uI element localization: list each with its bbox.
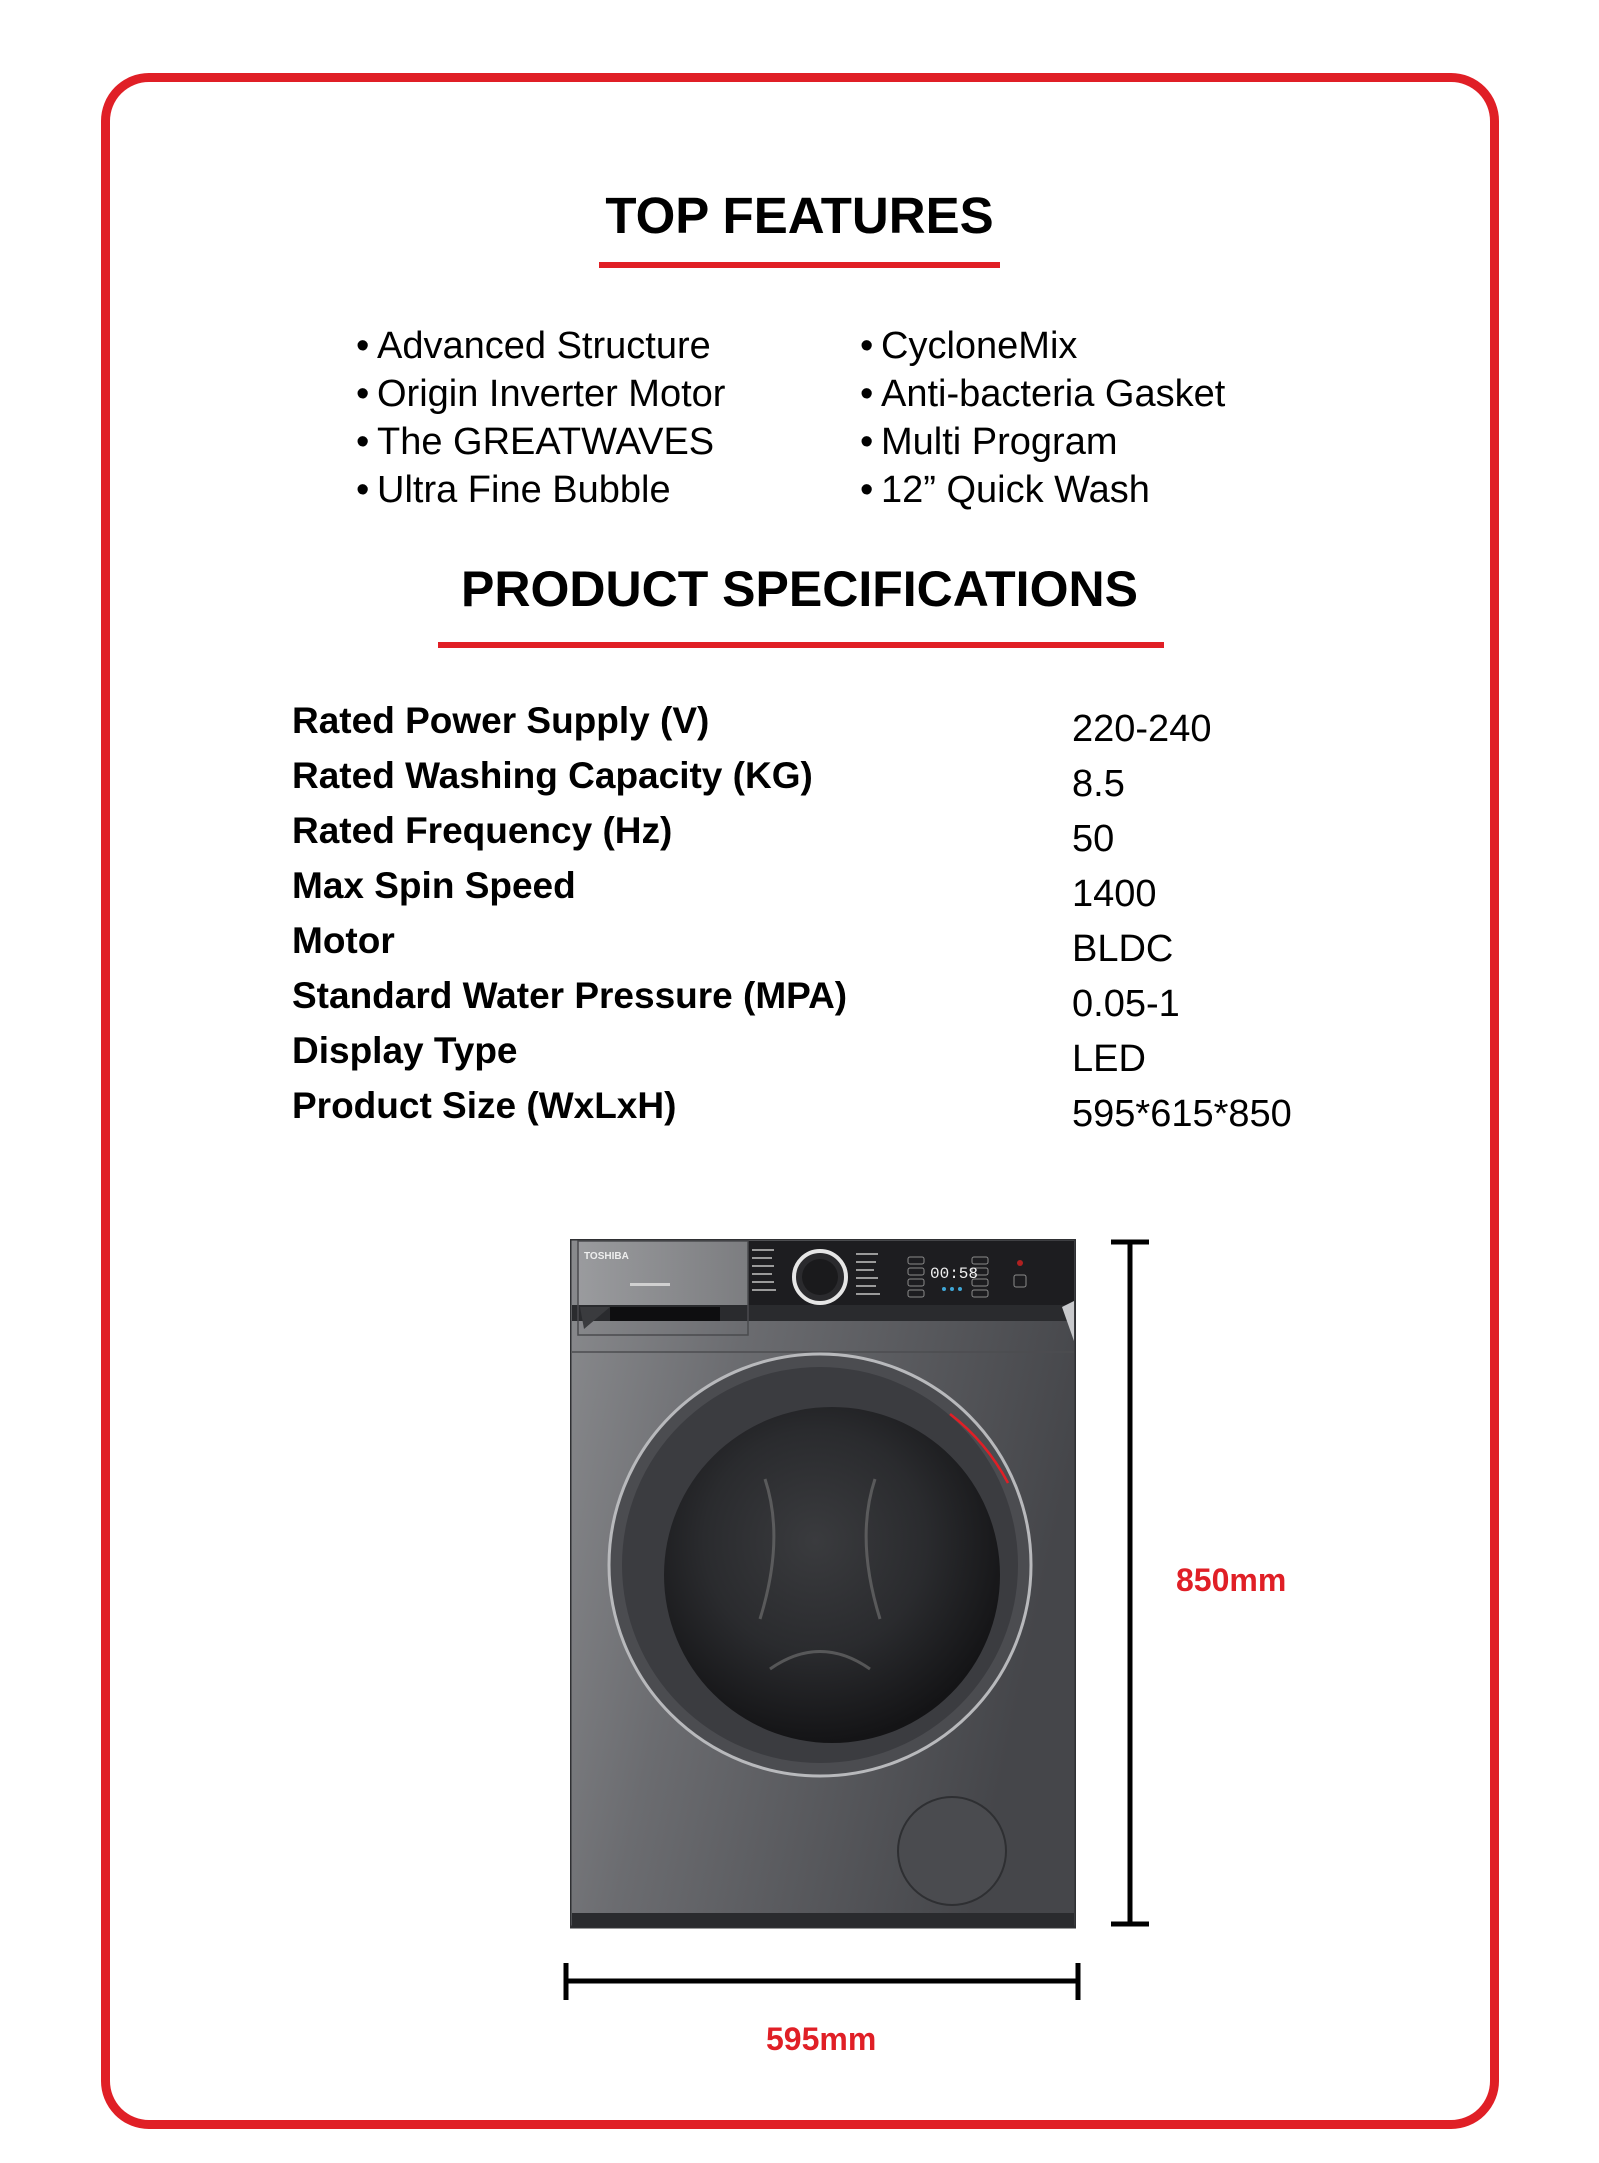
bullet-icon: • (356, 373, 370, 415)
width-label: 595mm (766, 2021, 877, 2057)
bullet-icon: • (860, 373, 874, 415)
width-dimension-line (560, 1960, 1084, 2004)
spec-label: Product Size (WxLxH) (292, 1085, 677, 1126)
bullet-icon: • (356, 469, 370, 511)
spec-row (292, 920, 1342, 975)
spec-row (292, 810, 1342, 865)
brand-logo: TOSHIBA (584, 1251, 629, 1262)
bullet-icon: • (356, 325, 370, 367)
machine-base (572, 1913, 1074, 1927)
specifications-table (292, 700, 1342, 1140)
spec-label: Display Type (292, 1030, 518, 1071)
spec-row (292, 865, 1342, 920)
feature-text: Ultra Fine Bubble (377, 469, 671, 511)
spec-value: 0.05-1 (1072, 983, 1180, 1025)
feature-text: CycloneMix (881, 325, 1078, 367)
spec-row (292, 1030, 1342, 1085)
spec-value: 50 (1072, 818, 1115, 860)
spec-row (292, 975, 1342, 1030)
spec-label: Rated Washing Capacity (KG) (292, 755, 813, 796)
spec-value: 1400 (1072, 873, 1157, 915)
feature-text: The GREATWAVES (377, 421, 715, 463)
bullet-icon: • (356, 421, 370, 463)
spec-row (292, 700, 1342, 755)
door-glass (664, 1407, 1000, 1743)
spec-label: Max Spin Speed (292, 865, 576, 906)
product-specifications-title: PRODUCT SPECIFICATIONS (461, 561, 1138, 617)
height-label: 850mm (1176, 1562, 1287, 1598)
feature-text: Anti-bacteria Gasket (881, 373, 1226, 415)
spec-value: 220-240 (1072, 708, 1212, 750)
spec-label: Motor (292, 920, 395, 961)
spec-value: 595*615*850 (1072, 1093, 1292, 1135)
top-features-underline (599, 262, 1000, 268)
spec-value: 8.5 (1072, 763, 1125, 805)
spec-label: Standard Water Pressure (MPA) (292, 975, 848, 1016)
control-panel (740, 1241, 1074, 1305)
spec-label: Rated Power Supply (V) (292, 700, 710, 741)
spec-label: Rated Frequency (Hz) (292, 810, 673, 851)
bullet-icon: • (860, 325, 874, 367)
height-dimension-line (1105, 1236, 1155, 1930)
feature-text: Origin Inverter Motor (377, 373, 726, 415)
top-features-title: TOP FEATURES (605, 187, 994, 244)
filter-cover (898, 1797, 1006, 1905)
spec-value: LED (1072, 1038, 1146, 1080)
bullet-icon: • (860, 421, 874, 463)
spec-value: BLDC (1072, 928, 1174, 970)
product-specifications-underline (438, 642, 1164, 648)
feature-text: 12” Quick Wash (881, 469, 1150, 511)
spec-row (292, 755, 1342, 810)
washing-machine-image (570, 1239, 1076, 1929)
spec-row (292, 1085, 1342, 1140)
display-time: 00:58 (930, 1265, 979, 1283)
feature-text: Multi Program (881, 421, 1118, 463)
bullet-icon: • (860, 469, 874, 511)
feature-text: Advanced Structure (377, 325, 711, 367)
